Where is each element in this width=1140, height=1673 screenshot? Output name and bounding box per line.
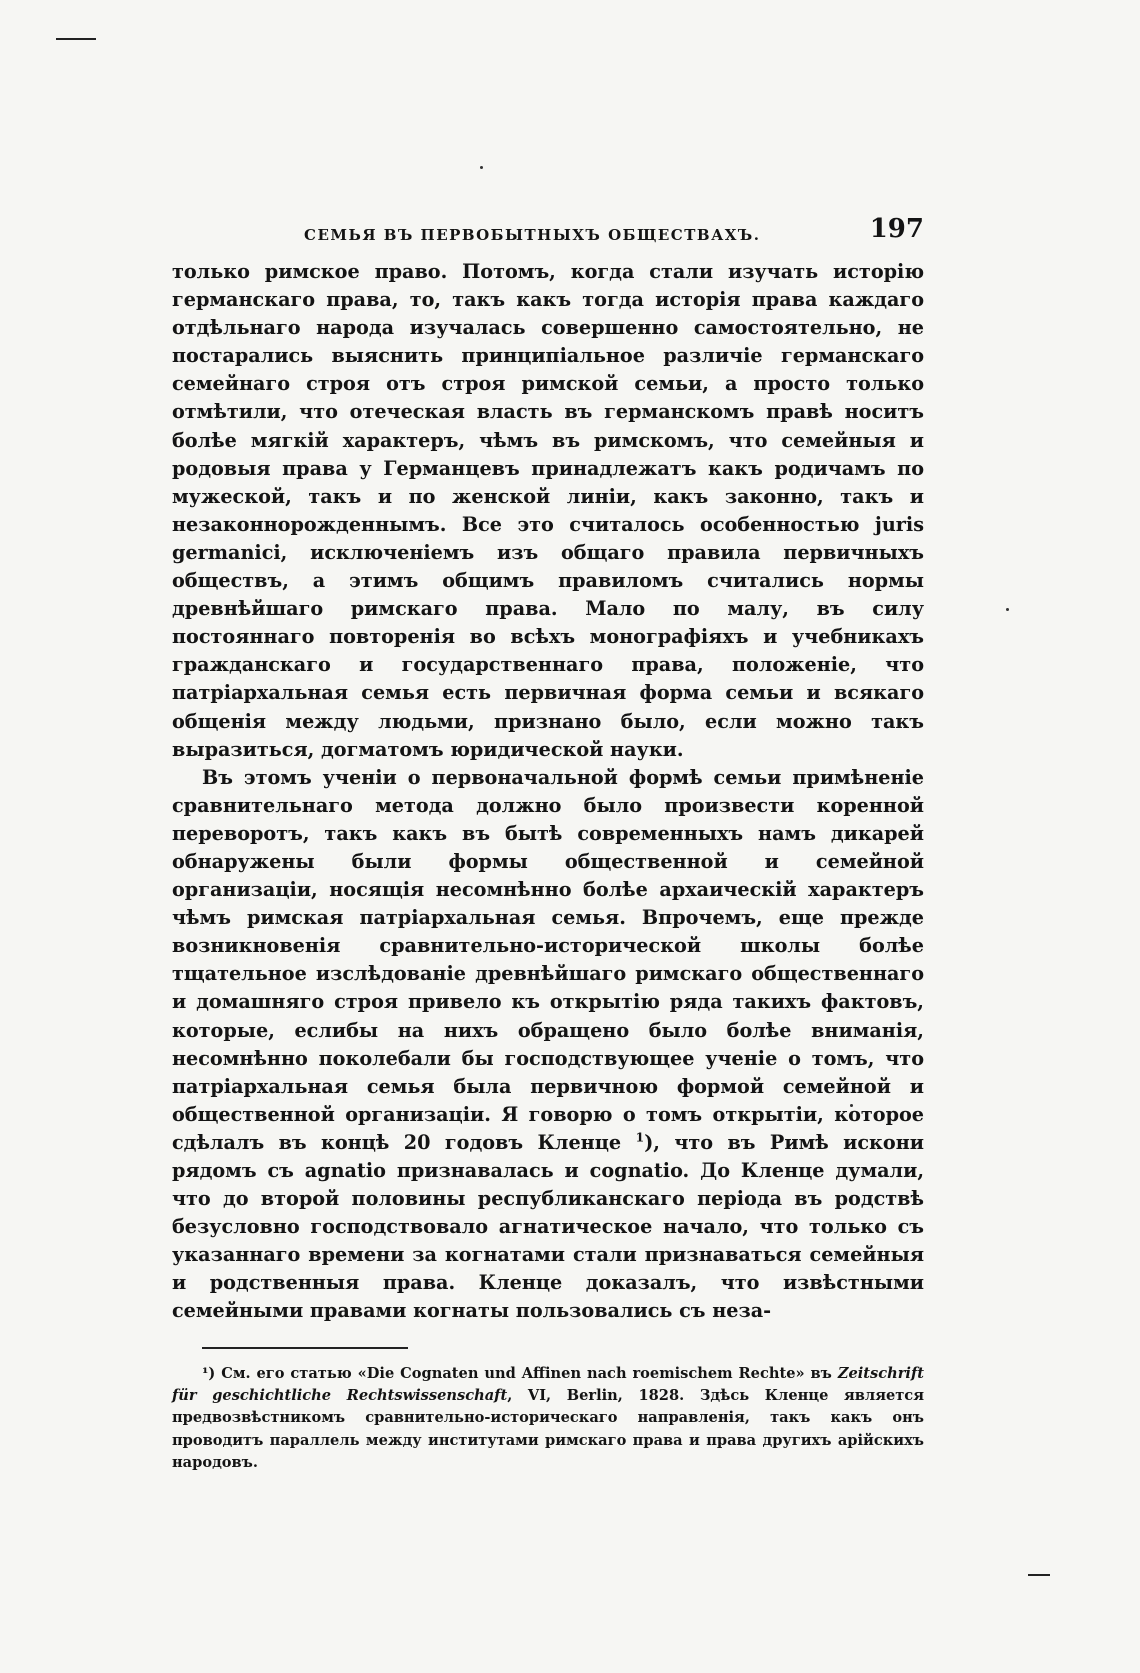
paragraph-text: ), что въ Римѣ искони рядомъ съ agnatio признавалась и cognatio. До Кленце думали, что до второй половины республиканскаго періода въ родствѣ безусловно господствовало агнатическое начало, что только съ указаннаго времени за когнатами стали признаваться семейныя и родственныя права. Кленце доказалъ, что извѣстными семейными правами когнаты пользовались съ неза- bbox=[172, 1130, 924, 1323]
body-text bbox=[172, 258, 924, 1326]
scan-edge-mark bbox=[1028, 1574, 1050, 1576]
scan-speck bbox=[480, 166, 483, 169]
page-number: 197 bbox=[869, 214, 924, 244]
running-head bbox=[172, 214, 924, 258]
footnote-divider bbox=[202, 1347, 408, 1349]
paragraph-text: Въ этомъ ученіи о первоначальной формѣ семьи примѣненіе сравнительнаго метода должно было произвести коренной переворотъ, такъ какъ въ бытѣ современныхъ намъ дикарей обнаружены были формы общественной и семейной организаціи, носящія несомнѣнно болѣе архаическій характеръ чѣмъ римская патріархальная семья. Впрочемъ, еще прежде возникновенія сравнительно-исторической школы болѣе тщательное изслѣдованіе древнѣйшаго римскаго общественнаго и домашняго строя привело къ открытію ряда такихъ фактовъ, которые, еслибы на нихъ обращено было болѣе вниманія, несомнѣнно поколебали бы господствующее ученіе о томъ, что патріархальная семья была первичною формой семейной и общественной организаціи. Я говорю о томъ открытіи, которое сдѣлалъ въ концѣ 20 годовъ Кленце bbox=[172, 765, 924, 1154]
footnote-rest: , VI, Berlin, 1828. Здѣсь Кленце является предвозвѣстникомъ сравнительно-историческаго направленія, такъ какъ онъ проводитъ параллель между институтами римскаго права и права другихъ арійскихъ народовъ. bbox=[172, 1386, 924, 1472]
paragraph bbox=[172, 764, 924, 1326]
running-title: СЕМЬЯ ВЪ ПЕРВОБЫТНЫХЪ ОБЩЕСТВАХЪ. bbox=[304, 226, 761, 244]
scan-edge-mark bbox=[56, 38, 96, 40]
footnote bbox=[172, 1363, 924, 1475]
footnote-reference[interactable]: 1 bbox=[635, 1129, 645, 1145]
scan-speck bbox=[1006, 608, 1009, 611]
book-page bbox=[172, 214, 924, 1475]
paragraph: только римское право. Потомъ, когда стали изучать исторію германскаго права, то, такъ какъ тогда исторія права каждаго отдѣльнаго народа изучалась совершенно самостоятельно, не постарались выяснить принципіальное различіе германскаго семейнаго строя отъ строя римской семьи, а просто только отмѣтили, что отеческая власть въ германскомъ правѣ носитъ болѣе мягкій характеръ, чѣмъ въ римскомъ, что семейныя и родовыя права у Германцевъ принадлежатъ какъ родичамъ по мужеской, такъ и по женской линіи, какъ законно, такъ и незаконнорожденнымъ. Все это считалось особенностью juris germanici, исключеніемъ изъ общаго правила первичныхъ обществъ, а этимъ общимъ правиломъ считались нормы древнѣйшаго римскаго права. Мало по малу, въ силу постояннаго повторенія во всѣхъ монографіяхъ и учебникахъ гражданскаго и государственнаго права, положеніе, что патріархальная семья есть первичная форма семьи и всякаго общенія между людьми, признано было, если можно такъ выразиться, догматомъ юридической науки. bbox=[172, 260, 924, 761]
footnote-lead: ¹) См. его статью «Die Cognaten und Affinen nach roemischem Rechte» въ bbox=[202, 1364, 832, 1382]
footnote-text bbox=[172, 1363, 924, 1475]
footnote-journal-title: Zeitschrift für geschichtliche Rechtswissenschaft bbox=[172, 1364, 924, 1404]
